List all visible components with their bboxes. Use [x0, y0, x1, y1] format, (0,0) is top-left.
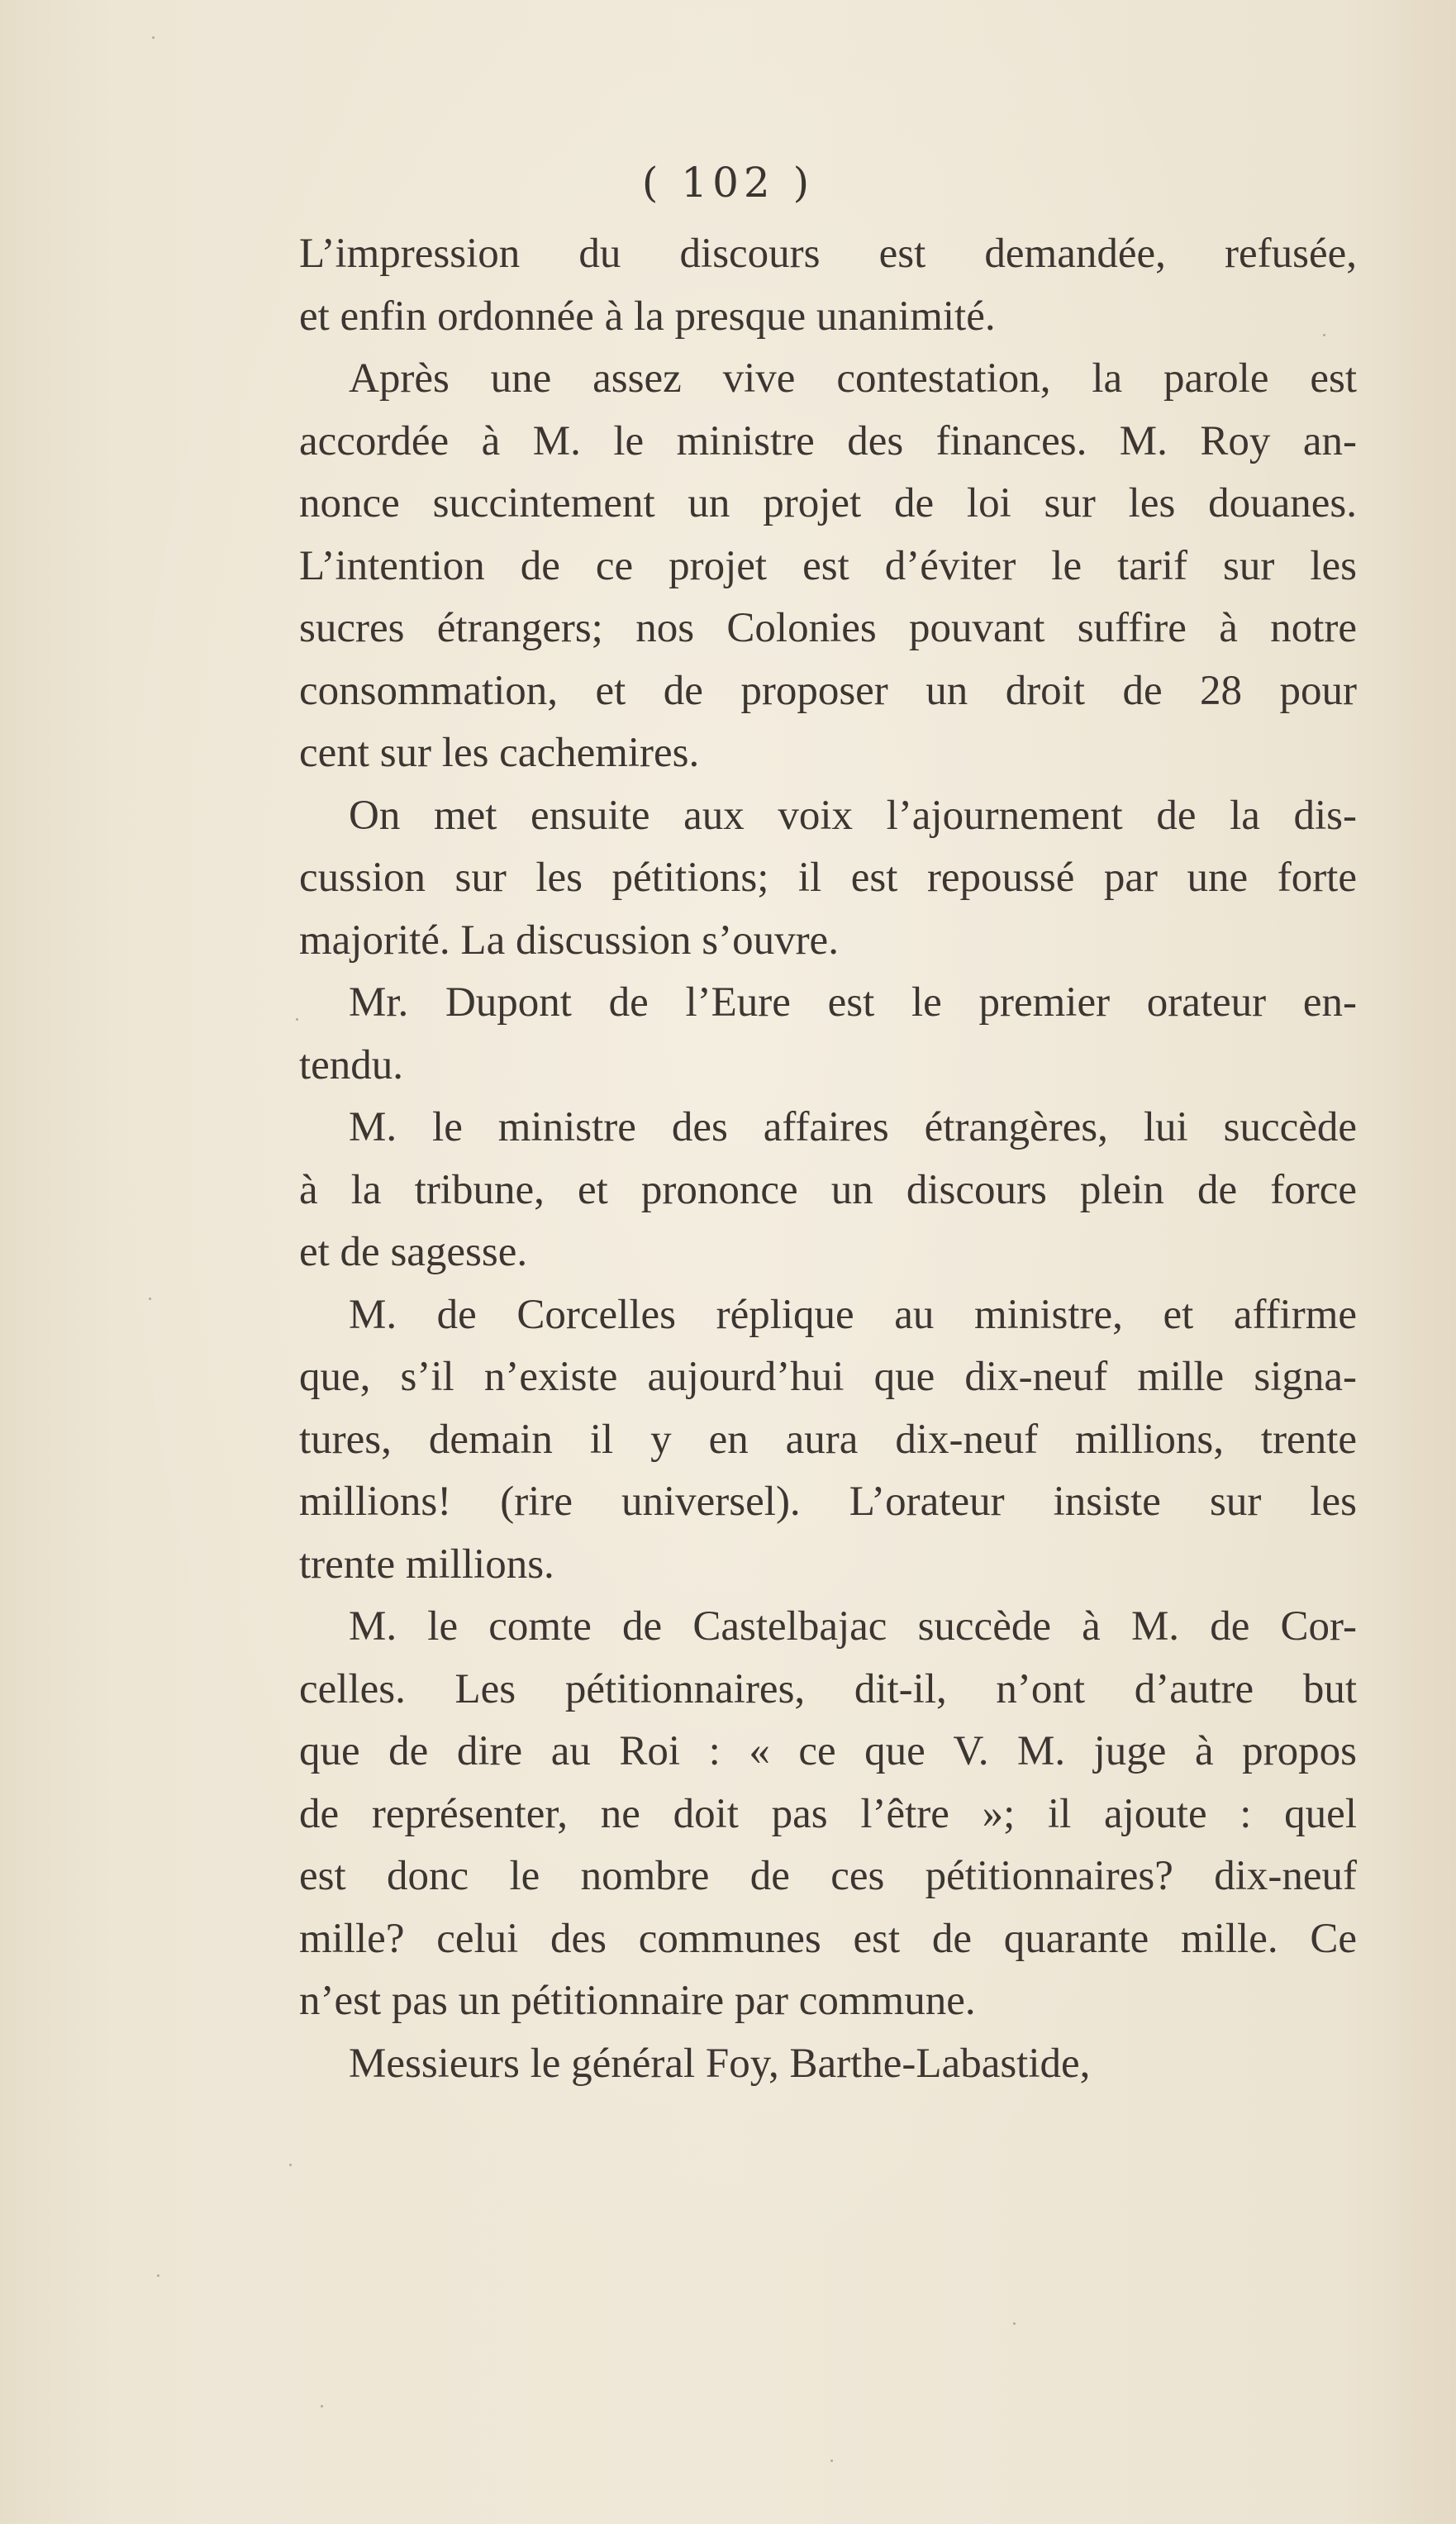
text-line: n’est pas un pétitionnaire par commune.	[299, 1978, 976, 2024]
text-line: celles. Les pétitionnaires, dit-il, n’ont d’autre but	[299, 1665, 1357, 1712]
text-line: M. le comte de Castelbajac succède à M. de Cor-	[349, 1603, 1357, 1650]
text-line: L’intention de ce projet est d’éviter le tarif sur les	[299, 542, 1357, 589]
text-line: trente millions.	[299, 1541, 554, 1588]
text-line: Messieurs le général Foy, Barthe-Labastide,	[349, 2040, 1091, 2087]
text-line: que, s’il n’existe aujourd’hui que dix-neuf mille signa-	[299, 1354, 1357, 1400]
text-line: cent sur les cachemires.	[299, 730, 700, 776]
text-line: à la tribune, et prononce un discours plein de force	[299, 1166, 1357, 1213]
text-line: Après une assez vive contestation, la parole est	[349, 355, 1357, 402]
paper-speck	[830, 2460, 833, 2462]
text-line: et de sagesse.	[299, 1229, 528, 1275]
text-line: On met ensuite aux voix l’ajournement de la dis-	[349, 792, 1357, 839]
text-line: sucres étrangers; nos Colonies pouvant suffire à notre	[299, 605, 1357, 651]
text-line: nonce succintement un projet de loi sur les douanes.	[299, 480, 1357, 526]
text-line: consommation, et de proposer un droit de 28 pour	[299, 667, 1357, 714]
paper-speck	[1323, 334, 1325, 336]
text-line: que de dire au Roi : « ce que V. M. juge à propos	[299, 1728, 1357, 1774]
text-line: de représenter, ne doit pas l’être »; il ajoute : quel	[299, 1790, 1357, 1837]
text-line: et enfin ordonnée à la presque unanimité.	[299, 293, 996, 340]
text-line: millions! (rire universel). L’orateur insiste sur les	[299, 1479, 1357, 1525]
text-line: M. de Corcelles réplique au ministre, et affirme	[349, 1291, 1357, 1338]
paper-speck	[157, 2274, 159, 2277]
text-line: accordée à M. le ministre des finances. M. Roy an-	[299, 417, 1357, 464]
paper-speck	[152, 36, 155, 39]
text-line: majorité. La discussion s’ouvre.	[299, 917, 839, 964]
paper-speck	[1013, 2322, 1016, 2325]
text-line: tendu.	[299, 1041, 404, 1088]
text-line: mille? celui des communes est de quarante mille. Ce	[299, 1915, 1357, 1962]
text-line: Mr. Dupont de l’Eure est le premier orateur en-	[349, 979, 1357, 1026]
paper-speck	[321, 2405, 323, 2407]
page-number: ( 102 )	[641, 159, 815, 207]
text-line: tures, demain il y en aura dix-neuf millions, trente	[299, 1416, 1357, 1463]
text-line: L’impression du discours est demandée, refusée,	[299, 231, 1357, 277]
paper-speck	[149, 1298, 151, 1300]
page-body	[299, 223, 1357, 2095]
text-line: cussion sur les pétitions; il est repoussé par une forte	[299, 855, 1357, 901]
paper-speck	[296, 1018, 298, 1021]
text-line: M. le ministre des affaires étrangères, lui succède	[349, 1104, 1357, 1150]
text-line: est donc le nombre de ces pétitionnaires? dix-neuf	[299, 1853, 1357, 1899]
paper-speck	[289, 2164, 292, 2166]
